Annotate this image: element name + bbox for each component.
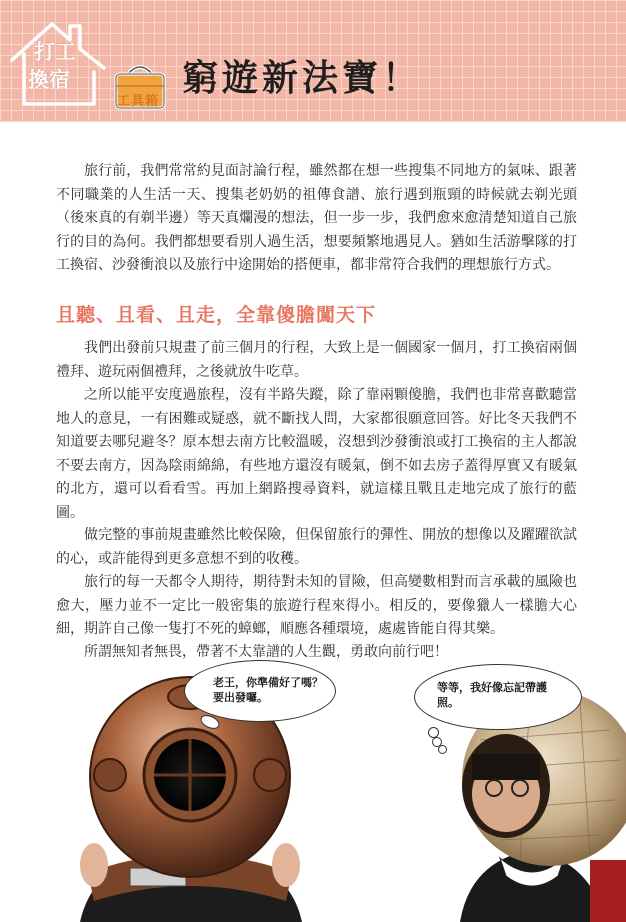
toolbox-label: 工具箱 xyxy=(117,94,160,109)
logo-text-line2: 換宿 xyxy=(28,68,70,92)
page-title: 窮遊新法寶！ xyxy=(182,57,423,99)
header-band xyxy=(0,0,626,122)
body-paragraph-2: 之所以能平安度過旅程，沒有半路失蹤，除了靠兩顆傻膽，我們也非常喜歡聽當地人的意見，一有困難或疑惑，就不斷找人問，大家都很願意回答。好比冬天我們不知道要去哪兒避冬？原本想去南方比較溫暖，沒想到沙發衝浪或打工換宿的主人都說不要去南方，因為陰雨綿綿，有些地方還沒有暖氣，倒不如去房子蓋得厚實又有暖氣的北方，還可以看看雪。再加上網路搜尋資料，就這樣且戰且走地完成了旅行的藍圖。 xyxy=(56,387,577,521)
thought-text-right: 等等，我好像忘記帶護照。 xyxy=(437,681,547,709)
speech-text-left: 老王，你準備好了嗎？要出發囉。 xyxy=(213,676,323,704)
section-heading: 且聽、且看、且走，全靠傻膽闖天下 xyxy=(56,304,377,326)
body-paragraph-4: 旅行的每一天都令人期待，期待對未知的冒險，但高變數相對而言承載的風險也愈大，壓力並不一定比一般密集的旅遊行程來得小。相反的，要像獵人一樣膽大心細，期許自己像一隻打不死的蟑螂，順應各種環境，處處皆能自得其樂。 xyxy=(56,574,577,637)
intro-paragraph: 旅行前，我們常常約見面討論行程，雖然都在想一些搜集不同地方的氣味、跟著不同職業的人生活一天、搜集老奶奶的祖傳食譜、旅行遇到瓶頸的時候就去剃光頭（後來真的有剃半邊）等天真爛漫的想法，但一步一步，我們愈來愈清楚知道自己旅行的目的為何。我們都想要看別人過生活，想要頻繁地遇見人。猶如生活游擊隊的打工換宿、沙發衝浪以及旅行中途開始的搭便車，都非常符合我們的理想旅行方式。 xyxy=(56,163,577,273)
logo-text-line1: 打工 xyxy=(34,40,76,64)
body-paragraph-1: 我們出發前只規畫了前三個月的行程，大致上是一個國家一個月，打工換宿兩個禮拜、遊玩兩個禮拜，之後就放牛吃草。 xyxy=(56,340,577,380)
thought-bubble-dot xyxy=(438,745,447,754)
body-paragraph-5: 所謂無知者無畏，帶著不太靠譜的人生觀，勇敢向前行吧！ xyxy=(84,644,448,660)
body-paragraph-3: 做完整的事前規畫雖然比較保險，但保留旅行的彈性、開放的想像以及躍躍欲試的心，或許能得到更多意想不到的收穫。 xyxy=(56,527,577,567)
